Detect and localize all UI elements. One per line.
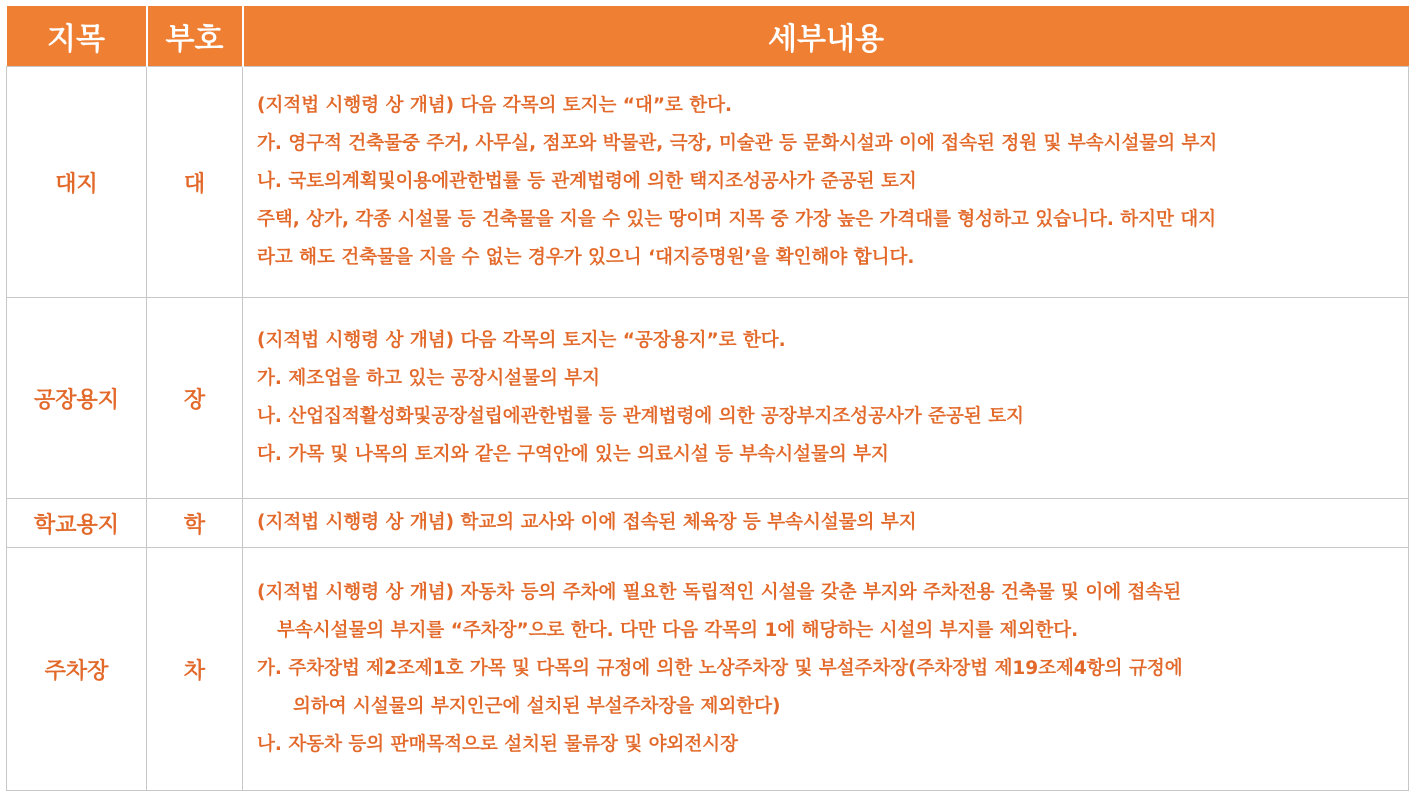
detail-line: (지적법 시행령 상 개념) 학교의 교사와 이에 접속된 체육장 등 부속시설물의 부지 [257, 512, 917, 533]
land-category-table [6, 6, 1409, 791]
detail-line: 가. 제조업을 하고 있는 공장시설물의 부지 [257, 368, 601, 389]
land-category-name: 주차장 [7, 548, 147, 791]
land-category-details [243, 67, 1409, 298]
detail-line: 다. 가목 및 나목의 토지와 같은 구역안에 있는 의료시설 등 부속시설물의 부지 [257, 444, 889, 465]
land-category-name: 대지 [7, 67, 147, 298]
detail-line: 주택, 상가, 각종 시설물 등 건축물을 지을 수 있는 땅이며 지목 중 가장 높은 가격대를 형성하고 있습니다. 하지만 대지 [257, 209, 1217, 230]
land-category-details [243, 499, 1409, 548]
land-category-name: 학교용지 [7, 499, 147, 548]
detail-line: 의하여 시설물의 부지인근에 설치된 부설주차장을 제외한다) [293, 696, 781, 717]
detail-line: 가. 주차장법 제2조제1호 가목 및 다목의 규정에 의한 노상주차장 및 부설주차장(주차장법 제19조제4항의 규정에 [257, 658, 1183, 679]
header-details: 세부내용 [243, 6, 1409, 67]
table-header [7, 6, 1409, 67]
table-row [7, 499, 1409, 548]
land-category-name: 공장용지 [7, 298, 147, 499]
detail-line: 나. 자동차 등의 판매목적으로 설치된 물류장 및 야외전시장 [257, 734, 739, 755]
detail-line: (지적법 시행령 상 개념) 다음 각목의 토지는 “대”로 한다. [257, 95, 733, 116]
detail-line: 나. 국토의계획및이용에관한법률 등 관계법령에 의한 택지조성공사가 준공된 토지 [257, 171, 917, 192]
land-category-code: 장 [147, 298, 243, 499]
land-category-code: 대 [147, 67, 243, 298]
header-land-category: 지목 [7, 6, 147, 67]
detail-line: (지적법 시행령 상 개념) 다음 각목의 토지는 “공장용지”로 한다. [257, 330, 786, 351]
detail-line: 라고 해도 건축물을 지을 수 없는 경우가 있으니 ‘대지증명원’을 확인해야 합니다. [257, 247, 915, 268]
detail-line: 나. 산업집적활성화및공장설립에관한법률 등 관계법령에 의한 공장부지조성공사가 준공된 토지 [257, 406, 1024, 427]
land-category-details [243, 548, 1409, 791]
table-row [7, 67, 1409, 298]
land-category-table-wrapper [6, 6, 1408, 791]
detail-line: (지적법 시행령 상 개념) 자동차 등의 주차에 필요한 독립적인 시설을 갖춘 부지와 주차전용 건축물 및 이에 접속된 [257, 582, 1182, 603]
land-category-code: 학 [147, 499, 243, 548]
detail-line: 부속시설물의 부지를 “주차장”으로 한다. 다만 다음 각목의 1에 해당하는 시설의 부지를 제외한다. [277, 620, 1079, 641]
table-row [7, 548, 1409, 791]
land-category-details [243, 298, 1409, 499]
header-code: 부호 [147, 6, 243, 67]
land-category-code: 차 [147, 548, 243, 791]
detail-line: 가. 영구적 건축물중 주거, 사무실, 점포와 박물관, 극장, 미술관 등 문화시설과 이에 접속된 정원 및 부속시설물의 부지 [257, 133, 1218, 154]
table-row [7, 298, 1409, 499]
